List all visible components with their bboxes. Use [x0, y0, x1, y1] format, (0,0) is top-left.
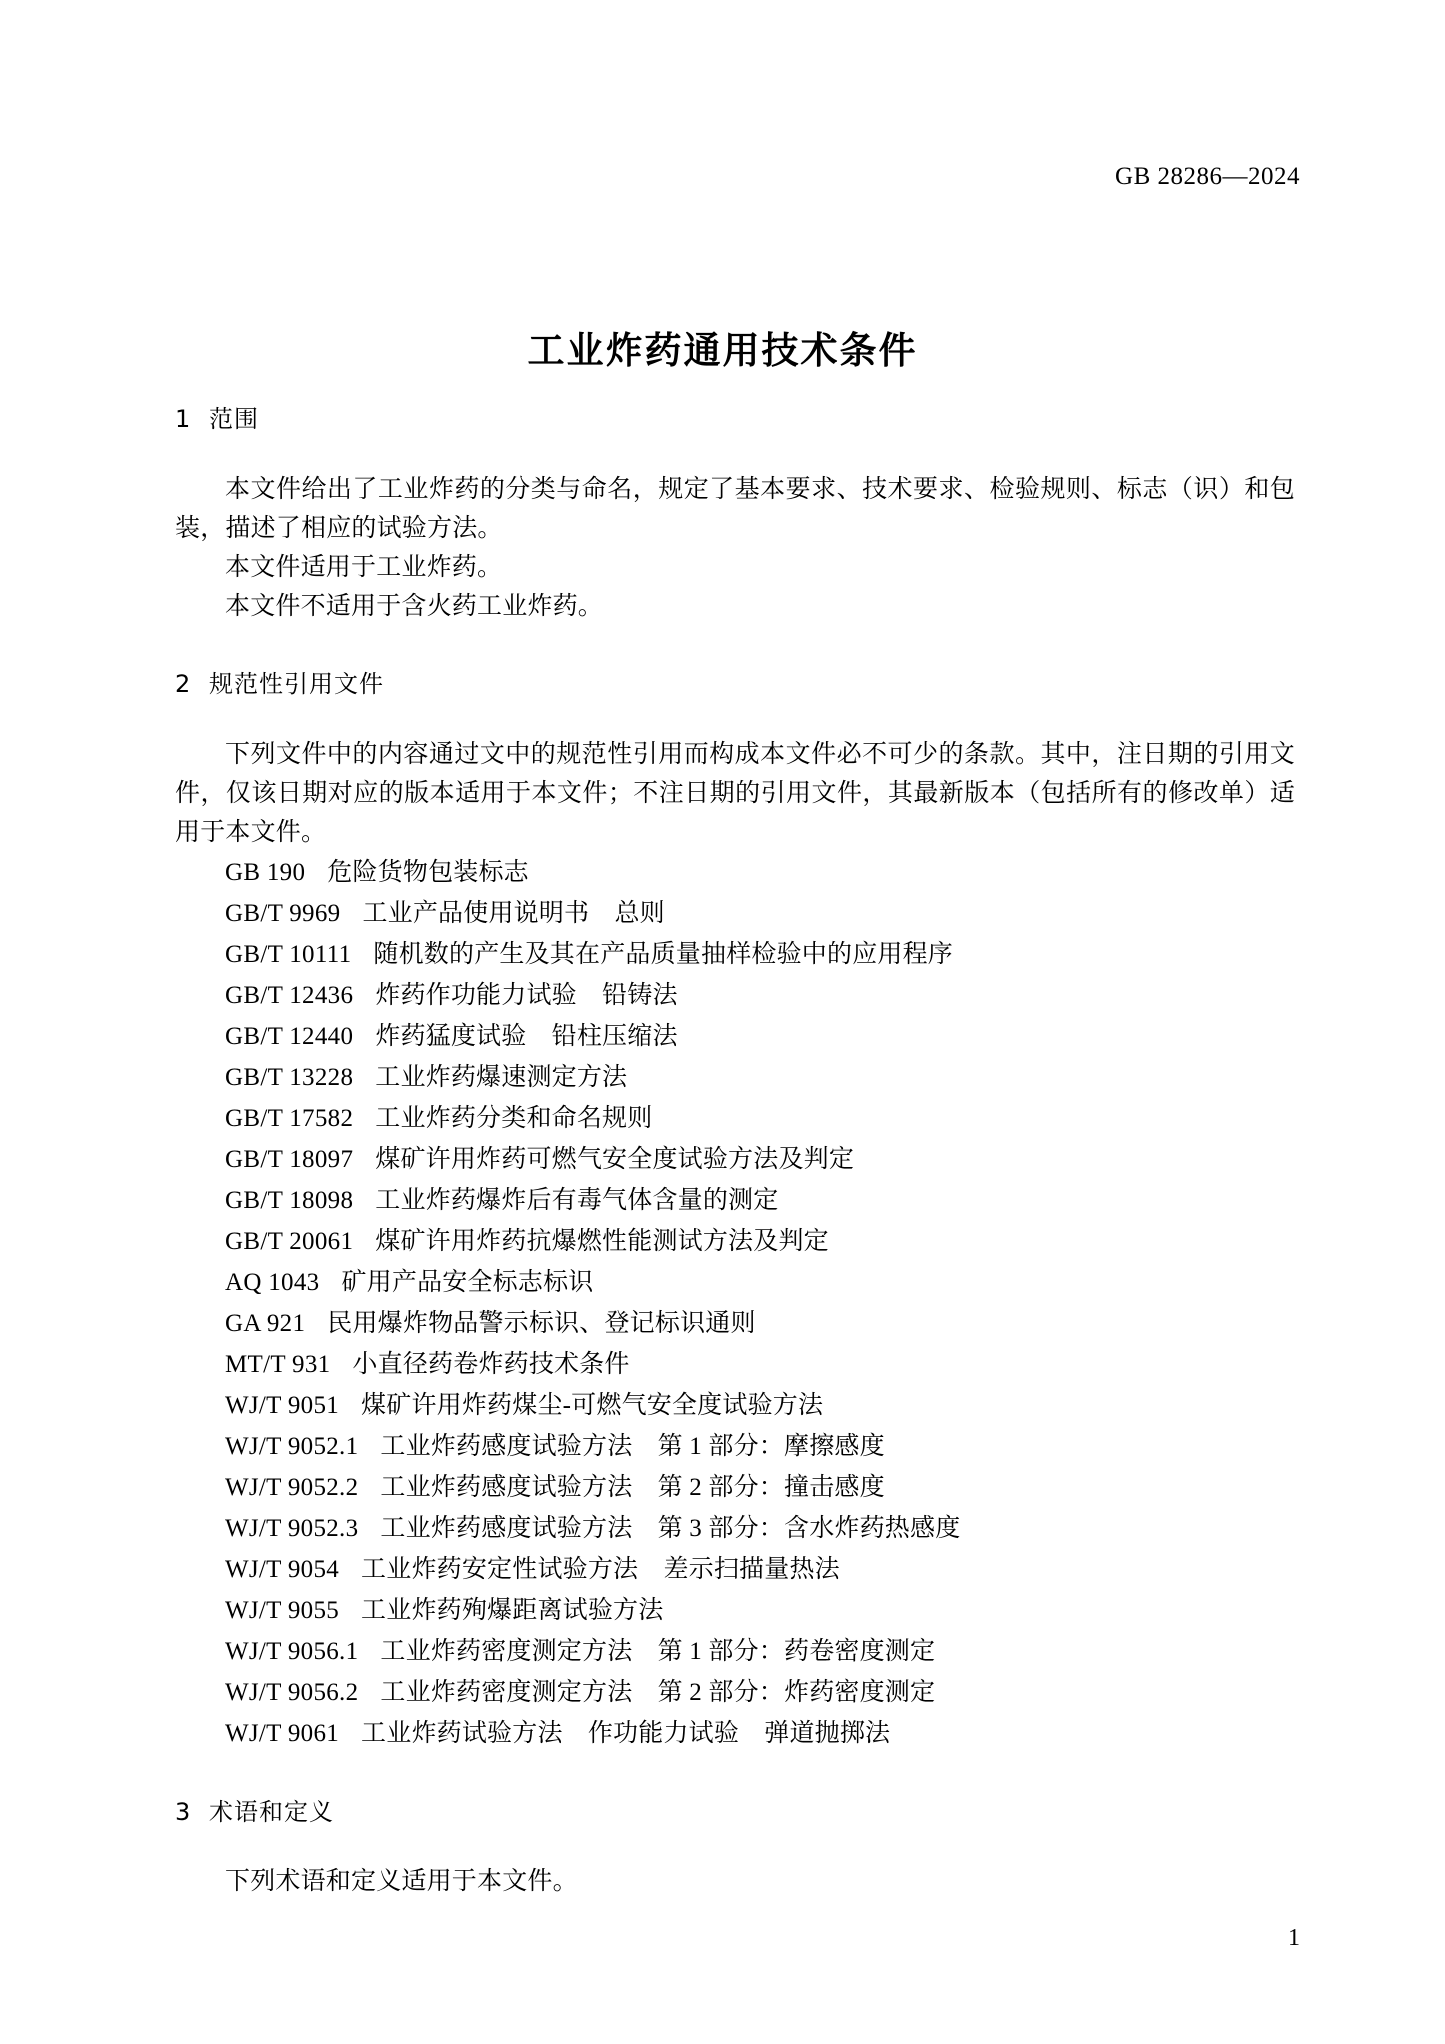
list-item — [175, 1221, 1295, 1262]
reference-title: 工业炸药分类和命名规则 — [375, 1104, 653, 1132]
reference-title: 炸药作功能力试验 铅铸法 — [375, 981, 678, 1009]
reference-title: 工业炸药感度试验方法 第 1 部分：摩擦感度 — [380, 1432, 885, 1460]
list-item — [175, 1508, 1295, 1549]
reference-code: GB/T 18098 — [225, 1186, 354, 1214]
list-item — [175, 852, 1295, 893]
list-item — [175, 1098, 1295, 1139]
list-item — [175, 1180, 1295, 1221]
reference-code: WJ/T 9052.2 — [225, 1473, 359, 1501]
list-item — [175, 1262, 1295, 1303]
reference-code: GB/T 12436 — [225, 981, 354, 1009]
section-number-2: 2 — [175, 669, 192, 698]
section-title-2: 规范性引用文件 — [209, 669, 384, 698]
running-header-standard-number: GB 28286—2024 — [1115, 163, 1300, 190]
reference-title: 煤矿许用炸药抗爆燃性能测试方法及判定 — [375, 1227, 829, 1255]
reference-code: MT/T 931 — [225, 1350, 331, 1378]
reference-title: 随机数的产生及其在产品质量抽样检验中的应用程序 — [373, 940, 953, 968]
list-item — [175, 1139, 1295, 1180]
reference-title: 炸药猛度试验 铅柱压缩法 — [375, 1022, 678, 1050]
page-number: 1 — [1288, 1925, 1300, 1951]
reference-title: 工业炸药密度测定方法 第 1 部分：药卷密度测定 — [380, 1637, 936, 1665]
reference-code: WJ/T 9056.2 — [225, 1678, 359, 1706]
section-title-1: 范围 — [209, 405, 259, 433]
reference-title: 煤矿许用炸药煤尘-可燃气安全度试验方法 — [361, 1391, 824, 1419]
reference-title: 工业炸药试验方法 作功能力试验 弹道抛掷法 — [361, 1719, 891, 1747]
reference-title: 工业炸药爆速测定方法 — [375, 1063, 628, 1091]
reference-code: WJ/T 9056.1 — [225, 1637, 359, 1665]
list-item — [175, 1590, 1295, 1631]
reference-code: GB/T 12440 — [225, 1022, 354, 1050]
section-heading-2 — [175, 670, 1295, 699]
reference-title: 煤矿许用炸药可燃气安全度试验方法及判定 — [375, 1145, 855, 1173]
reference-title: 工业炸药感度试验方法 第 2 部分：撞击感度 — [380, 1473, 885, 1501]
list-item — [175, 1672, 1295, 1713]
reference-title: 危险货物包装标志 — [327, 858, 529, 886]
list-item — [175, 1426, 1295, 1467]
list-item — [175, 893, 1295, 934]
section-number-3: 3 — [175, 1797, 192, 1826]
reference-code: GB/T 18097 — [225, 1145, 354, 1173]
reference-title: 工业炸药殉爆距离试验方法 — [361, 1596, 664, 1624]
list-item — [175, 1549, 1295, 1590]
reference-title: 矿用产品安全标志标识 — [341, 1268, 594, 1296]
reference-code: GB/T 13228 — [225, 1063, 354, 1091]
list-item — [175, 1631, 1295, 1672]
reference-code: AQ 1043 — [225, 1268, 320, 1296]
reference-code: GA 921 — [225, 1309, 306, 1337]
list-item — [175, 1713, 1295, 1754]
reference-title: 工业炸药安定性试验方法 差示扫描量热法 — [361, 1555, 840, 1583]
section-1-paragraph-1: 本文件给出了工业炸药的分类与命名，规定了基本要求、技术要求、检验规则、标志（识）和包装，描述了相应的试验方法。 — [175, 475, 1295, 542]
section-title-3: 术语和定义 — [209, 1797, 334, 1826]
reference-code: WJ/T 9052.1 — [225, 1432, 359, 1460]
reference-code: GB/T 10111 — [225, 940, 352, 968]
list-item — [175, 1467, 1295, 1508]
section-1-paragraph-2: 本文件适用于工业炸药。 — [225, 553, 503, 581]
reference-code: WJ/T 9055 — [225, 1596, 340, 1624]
list-item — [175, 1057, 1295, 1098]
page-title: 工业炸药通用技术条件 — [527, 328, 918, 372]
section-2-paragraph-1: 下列文件中的内容通过文中的规范性引用而构成本文件必不可少的条款。其中，注日期的引用文件，仅该日期对应的版本适用于本文件；不注日期的引用文件，其最新版本（包括所有的修改单）适用于本文件。 — [175, 740, 1295, 846]
reference-title: 民用爆炸物品警示标识、登记标识通则 — [327, 1309, 756, 1337]
reference-code: WJ/T 9052.3 — [225, 1514, 359, 1542]
reference-code: GB 190 — [225, 858, 306, 886]
section-number-1: 1 — [175, 405, 192, 433]
section-heading-1 — [175, 405, 1295, 434]
reference-title: 小直径药卷炸药技术条件 — [352, 1350, 630, 1378]
section-heading-3 — [175, 1798, 1295, 1827]
section-3-paragraph-1: 下列术语和定义适用于本文件。 — [225, 1868, 578, 1896]
reference-code: GB/T 20061 — [225, 1227, 354, 1255]
list-item — [175, 1344, 1295, 1385]
reference-title: 工业产品使用说明书 总则 — [362, 899, 665, 927]
reference-title: 工业炸药爆炸后有毒气体含量的测定 — [375, 1186, 779, 1214]
reference-code: WJ/T 9061 — [225, 1719, 340, 1747]
reference-title: 工业炸药感度试验方法 第 3 部分：含水炸药热感度 — [380, 1514, 961, 1542]
list-item — [175, 1385, 1295, 1426]
document-body — [175, 405, 1295, 1901]
list-item — [175, 934, 1295, 975]
reference-code: GB/T 9969 — [225, 899, 341, 927]
reference-title: 工业炸药密度测定方法 第 2 部分：炸药密度测定 — [380, 1678, 936, 1706]
list-item — [175, 1303, 1295, 1344]
normative-references-list — [175, 852, 1295, 1754]
list-item — [175, 975, 1295, 1016]
list-item — [175, 1016, 1295, 1057]
section-1-paragraph-3: 本文件不适用于含火药工业炸药。 — [225, 592, 604, 620]
reference-code: WJ/T 9051 — [225, 1391, 340, 1419]
reference-code: GB/T 17582 — [225, 1104, 354, 1132]
reference-code: WJ/T 9054 — [225, 1555, 340, 1583]
